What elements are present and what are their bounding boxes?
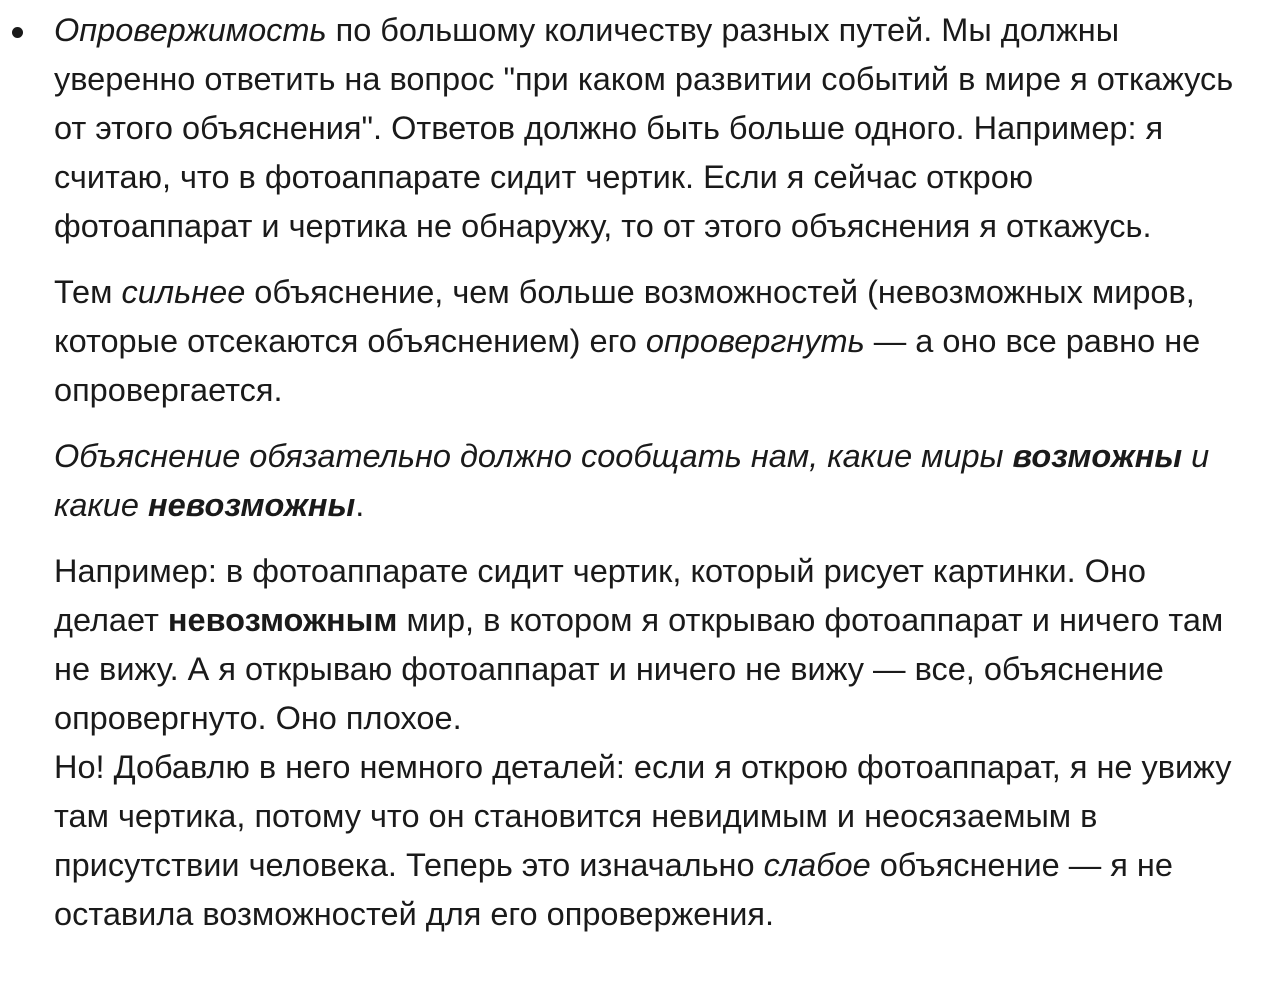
text-span: объяснение — я не оставила возможностей для его опровержения. bbox=[54, 847, 1173, 932]
text-span: объяснение, чем больше возможностей (невозможных миров, которые отсекаются объяснением) его bbox=[54, 274, 1195, 359]
term-falsifiability: Опровержимость bbox=[54, 12, 327, 48]
text-span: и какие bbox=[54, 438, 1210, 523]
paragraph-rule bbox=[54, 432, 1234, 530]
text-span: Объяснение обязательно должно сообщать нам, какие миры bbox=[54, 438, 1013, 474]
paragraph-example bbox=[54, 547, 1234, 939]
text-span: Тем bbox=[54, 274, 122, 310]
emphasis-refute: опровергнуть bbox=[645, 323, 865, 359]
bold-impossible: невозможны bbox=[147, 487, 356, 523]
paragraph-strength bbox=[54, 268, 1234, 415]
list-item-text: по большому количеству разных путей. Мы должны уверенно ответить на вопрос "при каком развитии событий в мире я откажусь от этого объяснения". Ответов должно быть больше одного. Например: я считаю, что в фотоаппарате сидит чертик. Если я сейчас открою фотоаппарат и чертика не обнаружу, то от этого объяснения я откажусь. bbox=[54, 12, 1234, 244]
emphasis-weak: слабое bbox=[763, 847, 871, 883]
text-span: мир, в котором я открываю фотоаппарат и ничего там не вижу. А я открываю фотоаппарат и ничего не вижу — все, объяснение опровергнуто. Оно плохое. bbox=[54, 602, 1224, 736]
text-span: — а оно все равно не опровергается. bbox=[54, 323, 1201, 408]
bullet-dot bbox=[12, 27, 23, 38]
list-item-falsifiability bbox=[54, 6, 1234, 251]
text-span: Но! Добавлю в него немного деталей: если я открою фотоаппарат, я не увижу там чертика, потому что он становится невидимым и неосязаемым в присутствии человека. Теперь это изначально bbox=[54, 749, 1232, 883]
bold-impossible-world: невозможным bbox=[167, 602, 398, 638]
emphasis-stronger: сильнее bbox=[121, 274, 246, 310]
bold-possible: возможны bbox=[1012, 438, 1183, 474]
text-span: . bbox=[355, 487, 365, 523]
text-span: Например: в фотоаппарате сидит чертик, который рисует картинки. Оно делает bbox=[54, 553, 1146, 638]
